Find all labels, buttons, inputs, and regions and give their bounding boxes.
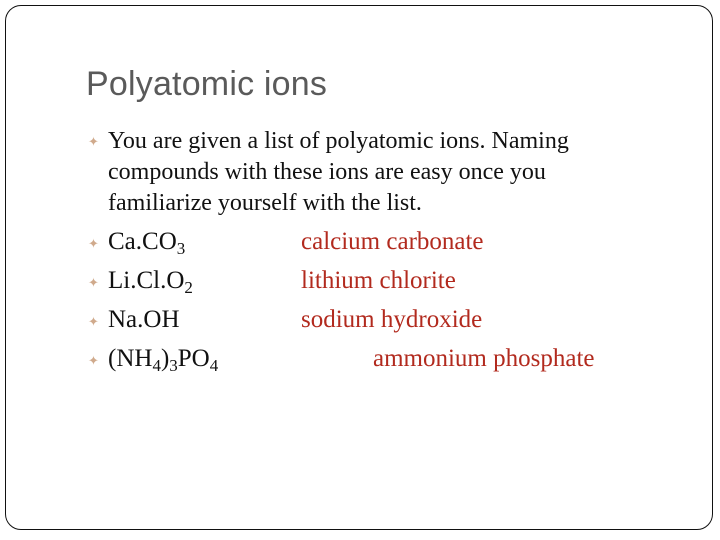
intro-text: You are given a list of polyatomic ions. Naming compounds with these ions are easy once you familiarize yourself with the list. [108,128,569,216]
bullet-icon: ✦ [88,236,99,251]
formula-subscript: 4 [152,356,161,376]
compound-formula [108,227,185,257]
bullet-icon: ✦ [88,353,99,368]
slide [5,5,713,530]
formula-text: PO [177,345,210,372]
compound-formula [108,344,218,374]
formula-text: Li.Cl.O [108,267,185,294]
compound-name: calcium carbonate [301,228,484,255]
compound-name: lithium chlorite [301,267,456,294]
formula-text: ) [160,345,170,372]
formula-text: Ca.CO [108,228,177,255]
formula-subscript: 3 [176,239,186,259]
formula-subscript: 3 [169,356,178,376]
compound-formula [108,266,193,296]
compound-name: sodium hydroxide [301,306,483,333]
compound-formula [108,305,180,335]
bullet-icon: ✦ [88,134,99,149]
bullet-icon: ✦ [88,314,99,329]
formula-subscript: 2 [184,278,193,298]
slide-title: Polyatomic ions [86,65,328,103]
compound-name: ammonium phosphate [373,345,595,372]
formula-text: Na.OH [108,306,180,333]
bullet-icon: ✦ [88,275,99,290]
formula-subscript: 4 [209,356,219,376]
formula-text: (NH [108,345,153,372]
